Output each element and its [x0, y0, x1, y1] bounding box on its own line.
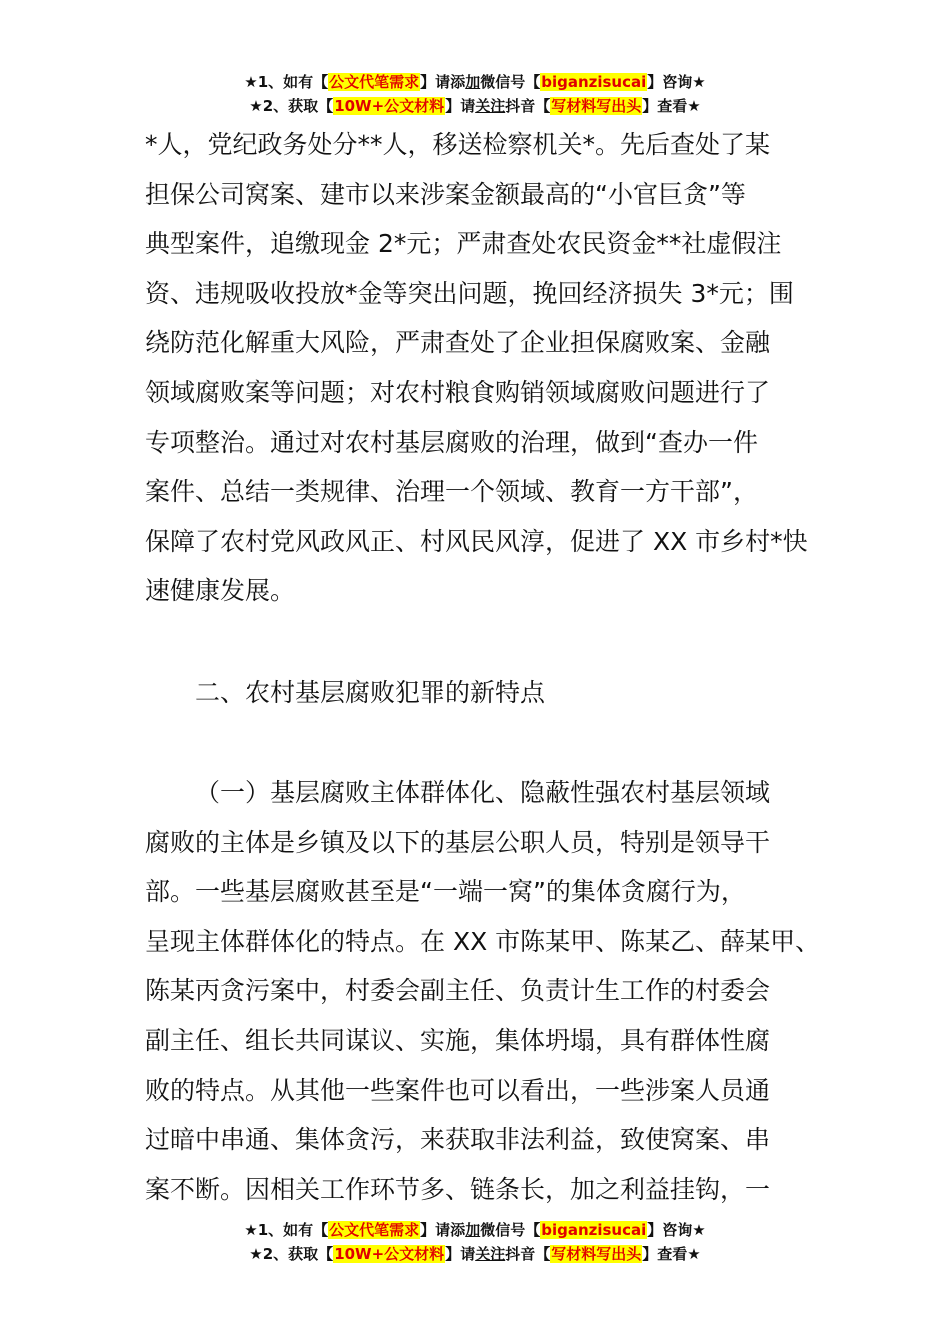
- text-line: 速健康发展。: [145, 576, 296, 606]
- text-line: 呈现主体群体化的特点。在 XX 市陈某甲、陈某乙、薛某甲、: [145, 926, 821, 956]
- text-line: 保障了农村党风政风正、村风民风淳，促进了 XX 市乡村*快: [145, 526, 808, 556]
- paragraph-1: [145, 120, 815, 616]
- banner-text: 微信号【: [480, 73, 541, 91]
- banner-text: 】咨询★: [647, 1221, 706, 1239]
- text-line: 案件、总结一类规律、治理一个领域、教育一方干部”，: [145, 477, 758, 507]
- banner-text: ★2、获取【: [249, 97, 334, 115]
- header-banner: [0, 70, 950, 118]
- text-line: *人，党纪政务处分**人，移送检察机关*。先后查处了某: [145, 130, 771, 159]
- banner-text: 】请添: [420, 73, 466, 91]
- banner-text: 】请: [445, 97, 476, 115]
- banner-highlight: 公文代笔需求: [329, 73, 420, 91]
- banner-underlined: 加: [465, 73, 481, 91]
- banner-text: ★1、如有【: [244, 73, 329, 91]
- banner-underlined: 关注: [475, 1245, 506, 1263]
- paragraph-2: [145, 768, 821, 1214]
- banner-line-1: [0, 1218, 950, 1242]
- banner-underlined: 加: [465, 1221, 481, 1239]
- text-line: 副主任、组长共同谋议、实施，集体坍塌，具有群体性腐: [145, 1025, 771, 1055]
- banner-text: 微信号【: [480, 1221, 541, 1239]
- text-line: 典型案件，追缴现金 2*元；严肃查处农民资金**社虚假注: [145, 229, 782, 259]
- banner-line-2: [0, 94, 950, 118]
- text-line: 担保公司窝案、建市以来涉案金额最高的“小官巨贪”等: [145, 179, 746, 209]
- banner-text: ★2、获取【: [249, 1245, 334, 1263]
- banner-highlight: 10W+公文材料: [334, 97, 445, 115]
- banner-text: 】请添: [420, 1221, 466, 1239]
- section-heading: 二、农村基层腐败犯罪的新特点: [195, 678, 546, 707]
- banner-text: 】查看★: [642, 97, 701, 115]
- text-line: （一）基层腐败主体群体化、隐蔽性强农村基层领域: [195, 778, 771, 807]
- text-line: 部。一些基层腐败甚至是“一端一窝”的集体贪腐行为，: [145, 877, 746, 907]
- banner-highlight: 10W+公文材料: [334, 1245, 445, 1263]
- text-line: 过暗中串通、集体贪污，来获取非法利益，致使窝案、串: [145, 1125, 771, 1155]
- footer-banner: [0, 1218, 950, 1266]
- banner-text: 抖音【: [505, 97, 551, 115]
- text-line: 绕防范化解重大风险，严肃查处了企业担保腐败案、金融: [145, 328, 771, 358]
- banner-text: 】咨询★: [647, 73, 706, 91]
- banner-highlight: biganzisucai: [541, 73, 647, 91]
- banner-text: 抖音【: [505, 1245, 551, 1263]
- banner-text: 】请: [445, 1245, 476, 1263]
- text-line: 资、违规吸收投放*金等突出问题，挽回经济损失 3*元；围: [145, 278, 794, 308]
- banner-highlight: biganzisucai: [541, 1221, 647, 1239]
- banner-text: ★1、如有【: [244, 1221, 329, 1239]
- text-line: 领域腐败案等问题；对农村粮食购销领域腐败问题进行了: [145, 377, 771, 407]
- banner-text: 】查看★: [642, 1245, 701, 1263]
- text-line: 陈某丙贪污案中，村委会副主任、负责计生工作的村委会: [145, 976, 771, 1006]
- banner-line-1: [0, 70, 950, 94]
- banner-highlight: 公文代笔需求: [329, 1221, 420, 1239]
- text-line: 案不断。因相关工作环节多、链条长，加之利益挂钩，一: [145, 1174, 771, 1204]
- banner-line-2: [0, 1242, 950, 1266]
- text-line: 败的特点。从其他一些案件也可以看出，一些涉案人员通: [145, 1075, 771, 1105]
- banner-highlight: 写材料写出头: [551, 97, 642, 115]
- text-line: 专项整治。通过对农村基层腐败的治理，做到“查办一件: [145, 427, 758, 457]
- text-line: 腐败的主体是乡镇及以下的基层公职人员，特别是领导干: [145, 827, 771, 857]
- banner-underlined: 关注: [475, 97, 506, 115]
- banner-highlight: 写材料写出头: [551, 1245, 642, 1263]
